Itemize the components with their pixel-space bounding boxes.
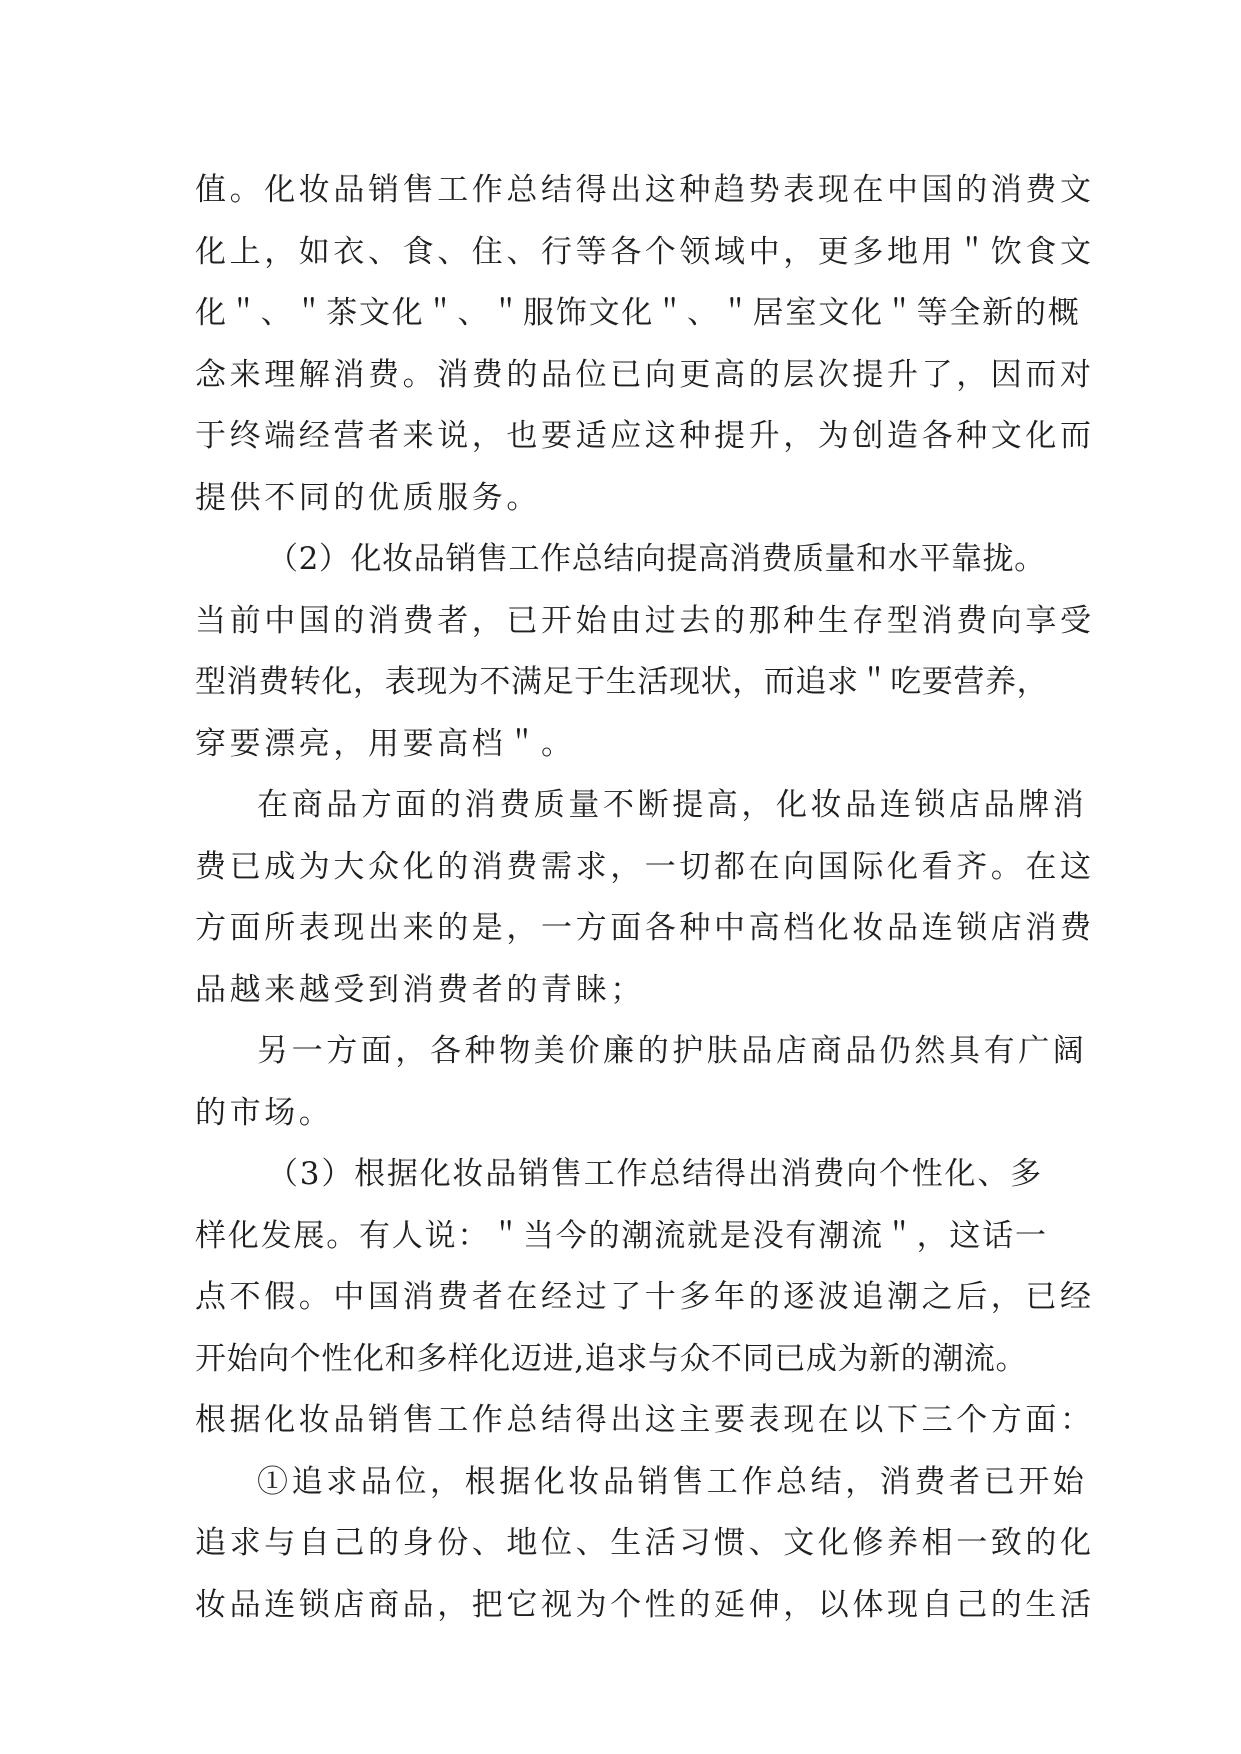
text-line: 值。化妆品销售工作总结得出这种趋势表现在中国的消费文 (195, 172, 1095, 208)
text-line: 另一方面，各种物美价廉的护肤品店商品仍然具有广阔 (257, 1033, 1088, 1069)
text-line: 费已成为大众化的消费需求，一切都在向国际化看齐。在这 (195, 848, 1095, 885)
text-line: 型消费转化，表现为不满足于生活现状，而追求＂吃要营养， (195, 664, 1049, 700)
text-line: （3）根据化妆品销售工作总结得出消费向个性化、多 (267, 1156, 1043, 1192)
text-line: ①追求品位，根据化妆品销售工作总结，消费者已开始 (257, 1463, 1088, 1500)
text-line: 追求与自己的身份、地位、生活习惯、文化修养相一致的化 (195, 1525, 1095, 1561)
text-line: 在商品方面的消费质量不断提高，化妆品连锁店品牌消 (257, 787, 1088, 823)
text-line: 化上，如衣、食、住、行等各个领域中，更多地用＂饮食文 (195, 233, 1095, 270)
text-line: （2）化妆品销售工作总结向提高消费质量和水平靠拢。 (267, 541, 1046, 577)
text-line: 根据化妆品销售工作总结得出这主要表现在以下三个方面： (195, 1402, 1095, 1438)
text-line: 样化发展。有人说：＂当今的潮流就是没有潮流＂，这话一 (195, 1217, 1048, 1254)
text-line: 品越来越受到消费者的青睐； (195, 971, 645, 1008)
text-line: 化＂、＂茶文化＂、＂服饰文化＂、＂居室文化＂等全新的概 (195, 295, 1081, 331)
text-line: 当前中国的消费者，已开始由过去的那种生存型消费向享受 (195, 602, 1095, 639)
document-body (195, 160, 1095, 1636)
text-line: 点不假。中国消费者在经过了十多年的逐波追潮之后，已经 (195, 1279, 1095, 1315)
text-line: 于终端经营者来说，也要适应这种提升，为创造各种文化而 (195, 418, 1095, 454)
text-line: 念来理解消费。消费的品位已向更高的层次提升了，因而对 (195, 356, 1095, 393)
text-line: 提供不同的优质服务。 (195, 479, 541, 516)
text-line: 方面所表现出来的是，一方面各种中高档化妆品连锁店消费 (195, 910, 1095, 946)
text-line: 妆品连锁店商品，把它视为个性的延伸，以体现自己的生活 (195, 1586, 1095, 1623)
text-line: 的市场。 (195, 1094, 334, 1131)
text-line: 穿要漂亮，用要高档＂。 (195, 725, 576, 762)
text-line: 开始向个性化和多样化迈进,追求与众不同已成为新的潮流。 (195, 1340, 1028, 1377)
